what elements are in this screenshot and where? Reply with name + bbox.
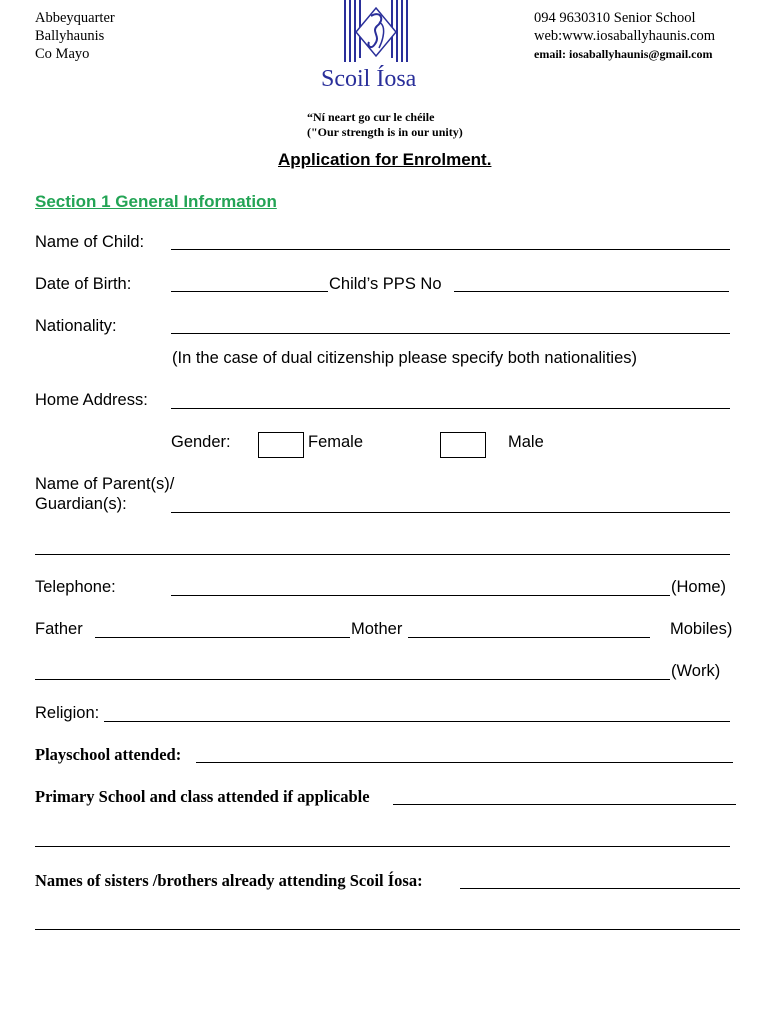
address-line-3: Co Mayo	[35, 46, 90, 62]
field-home-address[interactable]	[171, 408, 730, 409]
school-logo	[341, 0, 411, 70]
address-line-2: Ballyhaunis	[35, 28, 105, 44]
section-heading: Section 1 General Information	[35, 192, 277, 211]
label-playschool: Playschool attended:	[35, 745, 182, 764]
field-mother-mobile[interactable]	[408, 637, 650, 638]
field-siblings[interactable]	[460, 888, 740, 889]
field-pps[interactable]	[454, 291, 729, 292]
field-name-of-child[interactable]	[171, 249, 730, 250]
label-primary-school: Primary School and class attended if applicable	[35, 787, 370, 806]
school-logo-icon	[341, 0, 411, 70]
school-address	[35, 9, 115, 63]
checkbox-female[interactable]	[258, 432, 304, 458]
school-web: web:www.iosaballyhaunis.com	[534, 28, 716, 44]
field-telephone-work[interactable]	[35, 679, 670, 680]
label-gender: Gender:	[171, 433, 231, 451]
label-nationality: Nationality:	[35, 317, 117, 335]
label-siblings: Names of sisters /brothers already attending Scoil Íosa:	[35, 871, 423, 890]
field-father-mobile[interactable]	[95, 637, 350, 638]
checkbox-male[interactable]	[440, 432, 486, 458]
field-date-of-birth[interactable]	[171, 291, 328, 292]
label-male: Male	[508, 433, 544, 451]
address-line-1: Abbeyquarter	[35, 10, 115, 26]
field-primary-school-extra[interactable]	[35, 846, 730, 847]
label-father: Father	[35, 620, 83, 638]
motto-irish: “Ní neart go cur le chéile	[307, 110, 435, 124]
nationality-note: (In the case of dual citizenship please specify both nationalities)	[172, 349, 638, 367]
field-siblings-extra[interactable]	[35, 929, 740, 930]
field-religion[interactable]	[104, 721, 730, 722]
field-parent-names[interactable]	[171, 512, 730, 513]
label-parent-line-2: Guardian(s):	[35, 495, 127, 513]
school-email: email: iosaballyhaunis@gmail.com	[534, 47, 713, 61]
field-telephone-home[interactable]	[171, 595, 670, 596]
label-name-of-child: Name of Child:	[35, 233, 145, 251]
school-phone: 094 9630310 Senior School	[534, 10, 696, 26]
motto-english: ("Our strength is in our unity)	[307, 125, 463, 139]
label-mother: Mother	[351, 620, 403, 638]
school-name: Scoil Íosa	[321, 66, 417, 92]
field-primary-school[interactable]	[393, 804, 736, 805]
field-parent-names-extra[interactable]	[35, 554, 730, 555]
label-mobiles: Mobiles)	[670, 620, 733, 638]
label-female: Female	[308, 433, 364, 451]
label-work: (Work)	[671, 662, 721, 680]
page-title: Application for Enrolment.	[278, 150, 492, 169]
label-telephone: Telephone:	[35, 578, 116, 596]
label-date-of-birth: Date of Birth:	[35, 275, 132, 293]
label-pps: Child’s PPS No	[329, 275, 442, 293]
label-home: (Home)	[671, 578, 727, 596]
label-religion: Religion:	[35, 704, 100, 722]
field-nationality[interactable]	[171, 333, 730, 334]
school-contact	[534, 9, 715, 63]
field-playschool[interactable]	[196, 762, 733, 763]
label-home-address: Home Address:	[35, 391, 148, 409]
label-parent-line-1: Name of Parent(s)/	[35, 475, 175, 493]
